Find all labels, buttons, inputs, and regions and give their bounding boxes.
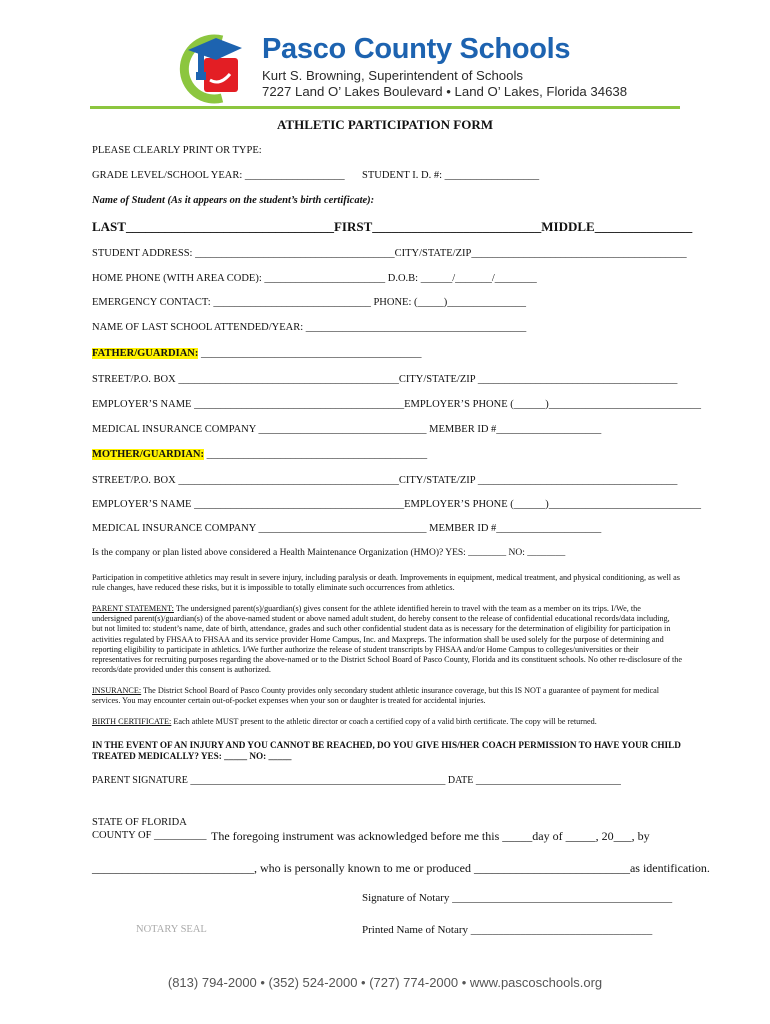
first-label: FIRST [333, 219, 373, 234]
parent-statement-heading: PARENT STATEMENT: [92, 604, 174, 613]
insurance-heading: INSURANCE: [92, 686, 142, 695]
last-name-field[interactable]: ________________________________ [125, 219, 334, 234]
father-row[interactable] [92, 348, 421, 359]
state-label: STATE OF FLORIDA [92, 817, 187, 828]
identification-statement[interactable]: ___________________________, who is personally known to me or produced __________________________as identification. [92, 861, 710, 875]
school-logo-icon [176, 34, 246, 104]
mother-employer-field[interactable]: EMPLOYER’S NAME ________________________________________EMPLOYER’S PHONE (______)_____________________________ [92, 499, 702, 510]
father-name-field[interactable]: __________________________________________ [198, 348, 422, 359]
parent-signature-field[interactable]: PARENT SIGNATURE ___________________________________________________ DATE _____________________________ [92, 775, 621, 786]
insurance-statement [92, 686, 682, 706]
last-label: LAST [92, 219, 126, 234]
footer-contacts: (813) 794-2000 • (352) 524-2000 • (727) 774-2000 • www.pascoschools.org [167, 975, 603, 990]
parent-statement-text: The undersigned parent(s)/guardian(s) gives consent for the athlete identified herein to travel with the team as a member on its trips. I/We, the undersigned parent(s)/guardian(s) of the above-named student or above named adult student, do hereby consent to the release of confidential educational records/data including, but not limited to: student’s name, date of birth, attendance, grades and such other confidential student data as is necessary for the determination of eligibility for participation in activities regulated by FHSAA to FHSAA and its service provider Home Campus, Inc. and Maxpreps. The information shall be used solely for the purpose of determining and reporting eligibility to participate in athletics. I/We further authorize the release of student transcripts by FHSAA and/or Home Campus to colleges/universities or their representatives for recruiting purposes regarding the above-named or to the District School Board of Pasco County, Florida and its constituent schools. No other re-disclosure of the records/date provided under this consent is authorized. [92, 604, 682, 675]
notary-seal: NOTARY SEAL [136, 924, 207, 935]
name-row[interactable] [92, 219, 692, 235]
mother-insurance-field[interactable]: MEDICAL INSURANCE COMPANY ________________________________ MEMBER ID #____________________ [92, 523, 602, 534]
org-name: Pasco County Schools [262, 33, 571, 65]
mother-street-field[interactable]: STREET/P.O. BOX __________________________________________CITY/STATE/ZIP ______________________________________ [92, 475, 678, 486]
father-insurance-field[interactable]: MEDICAL INSURANCE COMPANY ________________________________ MEMBER ID #____________________ [92, 424, 602, 435]
instruction: PLEASE CLEARLY PRINT OR TYPE: [92, 145, 262, 156]
middle-name-field[interactable]: _______________ [594, 219, 693, 234]
parent-statement [92, 604, 682, 675]
first-name-field[interactable]: __________________________ [372, 219, 542, 234]
birth-text: Each athlete MUST present to the athletic director or coach a certified copy of a valid birth certificate. The copy will be returned. [171, 717, 597, 726]
org-address: 7227 Land O’ Lakes Boulevard • Land O’ Lakes, Florida 34638 [262, 84, 628, 99]
father-label: FATHER/GUARDIAN: [92, 348, 199, 359]
birth-certificate-statement [92, 717, 682, 727]
father-street-field[interactable]: STREET/P.O. BOX __________________________________________CITY/STATE/ZIP ______________________________________ [92, 374, 678, 385]
last-school-field[interactable]: NAME OF LAST SCHOOL ATTENDED/YEAR: __________________________________________ [92, 322, 527, 333]
home-phone-field[interactable]: HOME PHONE (WITH AREA CODE): _______________________ D.O.B: ______/_______/________ [92, 273, 537, 284]
birth-heading: BIRTH CERTIFICATE: [92, 717, 172, 726]
father-employer-field[interactable]: EMPLOYER’S NAME ________________________________________EMPLOYER’S PHONE (______)_____________________________ [92, 399, 702, 410]
student-address-field[interactable]: STUDENT ADDRESS: ______________________________________CITY/STATE/ZIP_________________________________________ [92, 248, 687, 259]
injury-permission[interactable]: IN THE EVENT OF AN INJURY AND YOU CANNOT BE REACHED, DO YOU GIVE HIS/HER COACH PERMISSION TO HAVE YOUR CHILD TREATED MEDICALLY? YES: _____ NO: _____ [92, 740, 681, 761]
notary-printed-name-field[interactable]: Printed Name of Notary _________________________________ [362, 924, 653, 936]
notary-signature-field[interactable]: Signature of Notary ________________________________________ [362, 892, 673, 904]
student-id-field[interactable]: STUDENT I. D. #: __________________ [362, 170, 540, 181]
participation-warning: Participation in competitive athletics may result in severe injury, including paralysis or death. Improvements in equipment, medical treatment, and physical conditioning, as well as rule changes, have reduced these risks, but it is impossible to totally eliminate such occurrences from athletics. [92, 573, 680, 593]
superintendent: Kurt S. Browning, Superintendent of Schools [262, 68, 523, 83]
form-title: ATHLETIC PARTICIPATION FORM [277, 117, 493, 132]
mother-label: MOTHER/GUARDIAN: [92, 449, 204, 460]
grade-level-field[interactable]: GRADE LEVEL/SCHOOL YEAR: ___________________ [92, 170, 345, 181]
hmo-question[interactable]: Is the company or plan listed above considered a Health Maintenance Organization (HMO)? YES: ________ NO: ________ [92, 548, 566, 558]
mother-row[interactable] [92, 449, 427, 460]
county-field[interactable]: COUNTY OF __________ [92, 830, 207, 841]
name-note: Name of Student (As it appears on the student’s birth certificate): [92, 195, 375, 206]
foregoing-statement[interactable]: The foregoing instrument was acknowledged before me this _____day of _____, 20___, by [211, 829, 650, 843]
mother-name-field[interactable]: __________________________________________ [204, 449, 428, 460]
insurance-text: The District School Board of Pasco County provides only secondary student athletic insurance coverage, but this IS NOT a guarantee of payment for medical services. You may encounter certain out-of-pocket expenses when your son or daughter is treated for accidental injuries. [92, 686, 660, 706]
middle-label: MIDDLE [541, 219, 595, 234]
header-divider [90, 106, 680, 109]
emergency-contact-field[interactable]: EMERGENCY CONTACT: ______________________________ PHONE: (_____)_______________ [92, 297, 526, 308]
